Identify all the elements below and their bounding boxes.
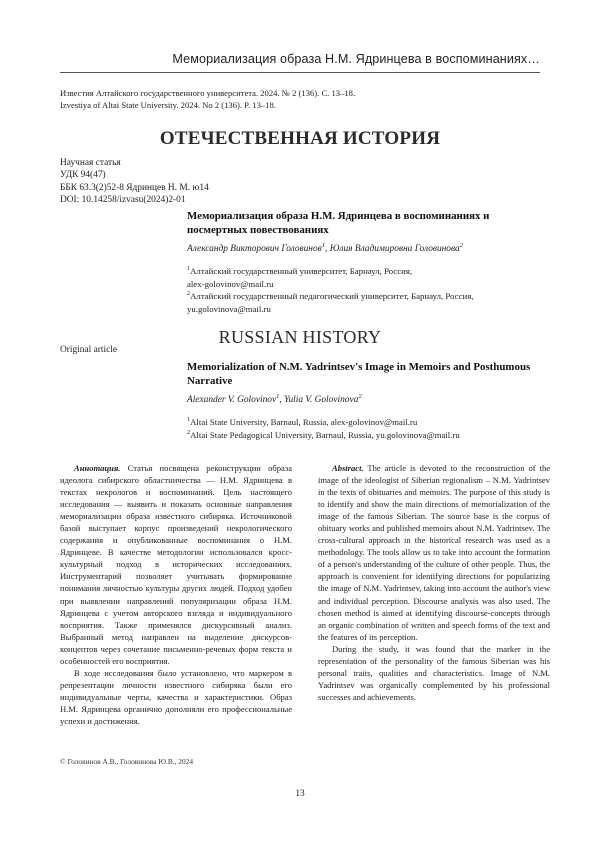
affiliation-2-note: 2 xyxy=(187,291,191,298)
author-2-note-en: 2 xyxy=(358,392,362,400)
affiliation-1-text-en: Altai State University, Barnaul, Russia, alex-golovinov@mail.ru xyxy=(190,417,418,427)
abstract-ru-lead: Аннотация. xyxy=(74,463,121,473)
abstract-en-text-1: The article is devoted to the reconstruction of the image of the ideologist of Siberian regionalism – N.M. Yadrintsev in the texts of obituaries and memoirs. The purpose of this study is to identify and show the main directions of memorialization of the image of the famous Siberian. The source base is the corpus of obituary works and published memoirs about N.M. Yadrintsev. The cross-cultural approach in the historical research was used as a methodology. The tools allow us to take into account the formation of a person's understanding of the culture of other people. Thus, the approach is convenient for identifying directions for popularizing the image of N.M. Yadrintsev, taking into account the author's view and individual perception. Discourse analysis was also used. The chosen method is aimed at identifying discourse-concepts through an organic combination of written and speech forms of the text and the features of its perception. xyxy=(318,463,551,642)
journal-citation xyxy=(60,88,355,111)
author-1-note-en: 1 xyxy=(276,392,280,400)
bbk-code: ББК 63.3(2)52-8 Ядринцев Н. М. ю14 xyxy=(60,182,209,193)
affiliation-1-en xyxy=(187,416,547,429)
affiliation-1 xyxy=(187,265,547,278)
abstract-ru-paragraph-2: В ходе исследования было установлено, что маркером в репрезентации личности известного сибиряка были его индивидуальные черты, качества и характеристики. Образ Н.М. Ядринцева органично дополняли его профессиональные успехи и достижения. xyxy=(60,667,292,726)
abstract-en xyxy=(318,462,550,703)
citation-ru: Известия Алтайского государственного университета. 2024. № 2 (136). С. 13–18. xyxy=(60,88,356,98)
page-number: 13 xyxy=(295,789,305,799)
abstract-en-lead: Abstract. xyxy=(332,463,364,473)
abstract-en-paragraph-1 xyxy=(318,462,550,643)
authors-en xyxy=(187,392,547,405)
section-heading-en: RUSSIAN HISTORY xyxy=(218,327,382,347)
affiliation-2-email: yu.golovinova@mail.ru xyxy=(187,303,271,314)
author-1-name-en: Alexander V. Golovinov xyxy=(187,395,277,405)
affiliation-2 xyxy=(187,290,547,303)
doi: DOI: 10.14258/izvasu(2024)2-01 xyxy=(60,194,186,205)
affiliation-1-note-en: 1 xyxy=(187,417,191,424)
header-rule xyxy=(60,72,540,73)
article-metadata-ru xyxy=(60,157,209,206)
copyright-notice: © Головинов А.В., Головинова Ю.В., 2024 xyxy=(60,757,194,766)
abstract-ru xyxy=(60,462,292,727)
section-heading-ru: ОТЕЧЕСТВЕННАЯ ИСТОРИЯ xyxy=(159,128,441,149)
author-1-name: Александр Викторович Головинов xyxy=(187,244,322,254)
author-2-name: Юлия Владимировна Головинова xyxy=(329,244,460,254)
author-separator-en: , xyxy=(279,395,285,405)
abstract-ru-text-1: Статья посвящена реконструкции образа идеолога сибирского областничества — Н.М. Ядринцева в текстах некрологов и воспоминаний. Цель настоящего исследования — выявить и показать основные направления мемориализации образа известного сибиряка. Источниковой базой выступает корпус произведений некрологического содержания и опубликованные воспоминания о Н.М. Ядринцеве. В качестве методологии использовался кросс-культурный подход в исторических исследованиях. Инструментарий позволяет учитывать формирование понимания личностью культуры других людей. Подход удобен при выявлении направлений популяризации образа Н.М. Ядринцева с учетом авторского взгляда и индивидуального восприятия. Также применялся дискурсивный анализ. Выбранный метод направлен на выделение дискурсов-концептов через сочетание письменно-речевых форм текста и особенностей его восприятия. xyxy=(60,463,292,666)
running-header: Мемориализация образа Н.М. Ядринцева в воспоминаниях… xyxy=(172,52,540,66)
author-separator: , xyxy=(325,244,330,254)
article-type: Научная статья xyxy=(60,158,121,168)
author-1-note: 1 xyxy=(321,241,326,249)
author-2-name-en: Yulia V. Golovinova xyxy=(284,395,359,405)
udk-code: УДК 94(47) xyxy=(60,170,106,181)
abstract-en-paragraph-2: During the study, it was found that the marker in the representation of the personality of the famous Siberian was his personal traits, qualities and characteristics. Image of N.M. Yadrintsev was organically complemented by his professional successes and achievements. xyxy=(318,643,550,702)
affiliation-2-note-en: 2 xyxy=(187,429,191,436)
author-2-note: 2 xyxy=(459,241,463,249)
affiliations-ru xyxy=(187,265,547,315)
original-article-label: Original article xyxy=(60,345,118,355)
abstract-ru-paragraph-1 xyxy=(60,462,292,667)
authors-ru xyxy=(187,241,547,254)
article-title-ru: Мемориализация образа Н.М. Ядринцева в воспоминаниях и посмертных повествованиях xyxy=(187,210,490,237)
affiliation-2-text: Алтайский государственный педагогический университет, Барнаул, Россия, xyxy=(190,291,474,302)
affiliations-en xyxy=(187,416,547,441)
article-title-en: Memorialization of N.M. Yadrintsev's Image in Memoirs and Posthumous Narrative xyxy=(187,361,531,388)
affiliation-2-en xyxy=(187,429,547,442)
affiliation-1-note: 1 xyxy=(187,266,191,273)
affiliation-1-email: alex-golovinov@mail.ru xyxy=(187,278,274,289)
affiliation-2-text-en: Altai State Pedagogical University, Barnaul, Russia, yu.golovinova@mail.ru xyxy=(190,429,460,440)
affiliation-1-text: Алтайский государственный университет, Барнаул, Россия, xyxy=(190,266,413,276)
citation-en: Izvestiya of Altai State University. 2024. No 2 (136). P. 13–18. xyxy=(60,99,276,110)
